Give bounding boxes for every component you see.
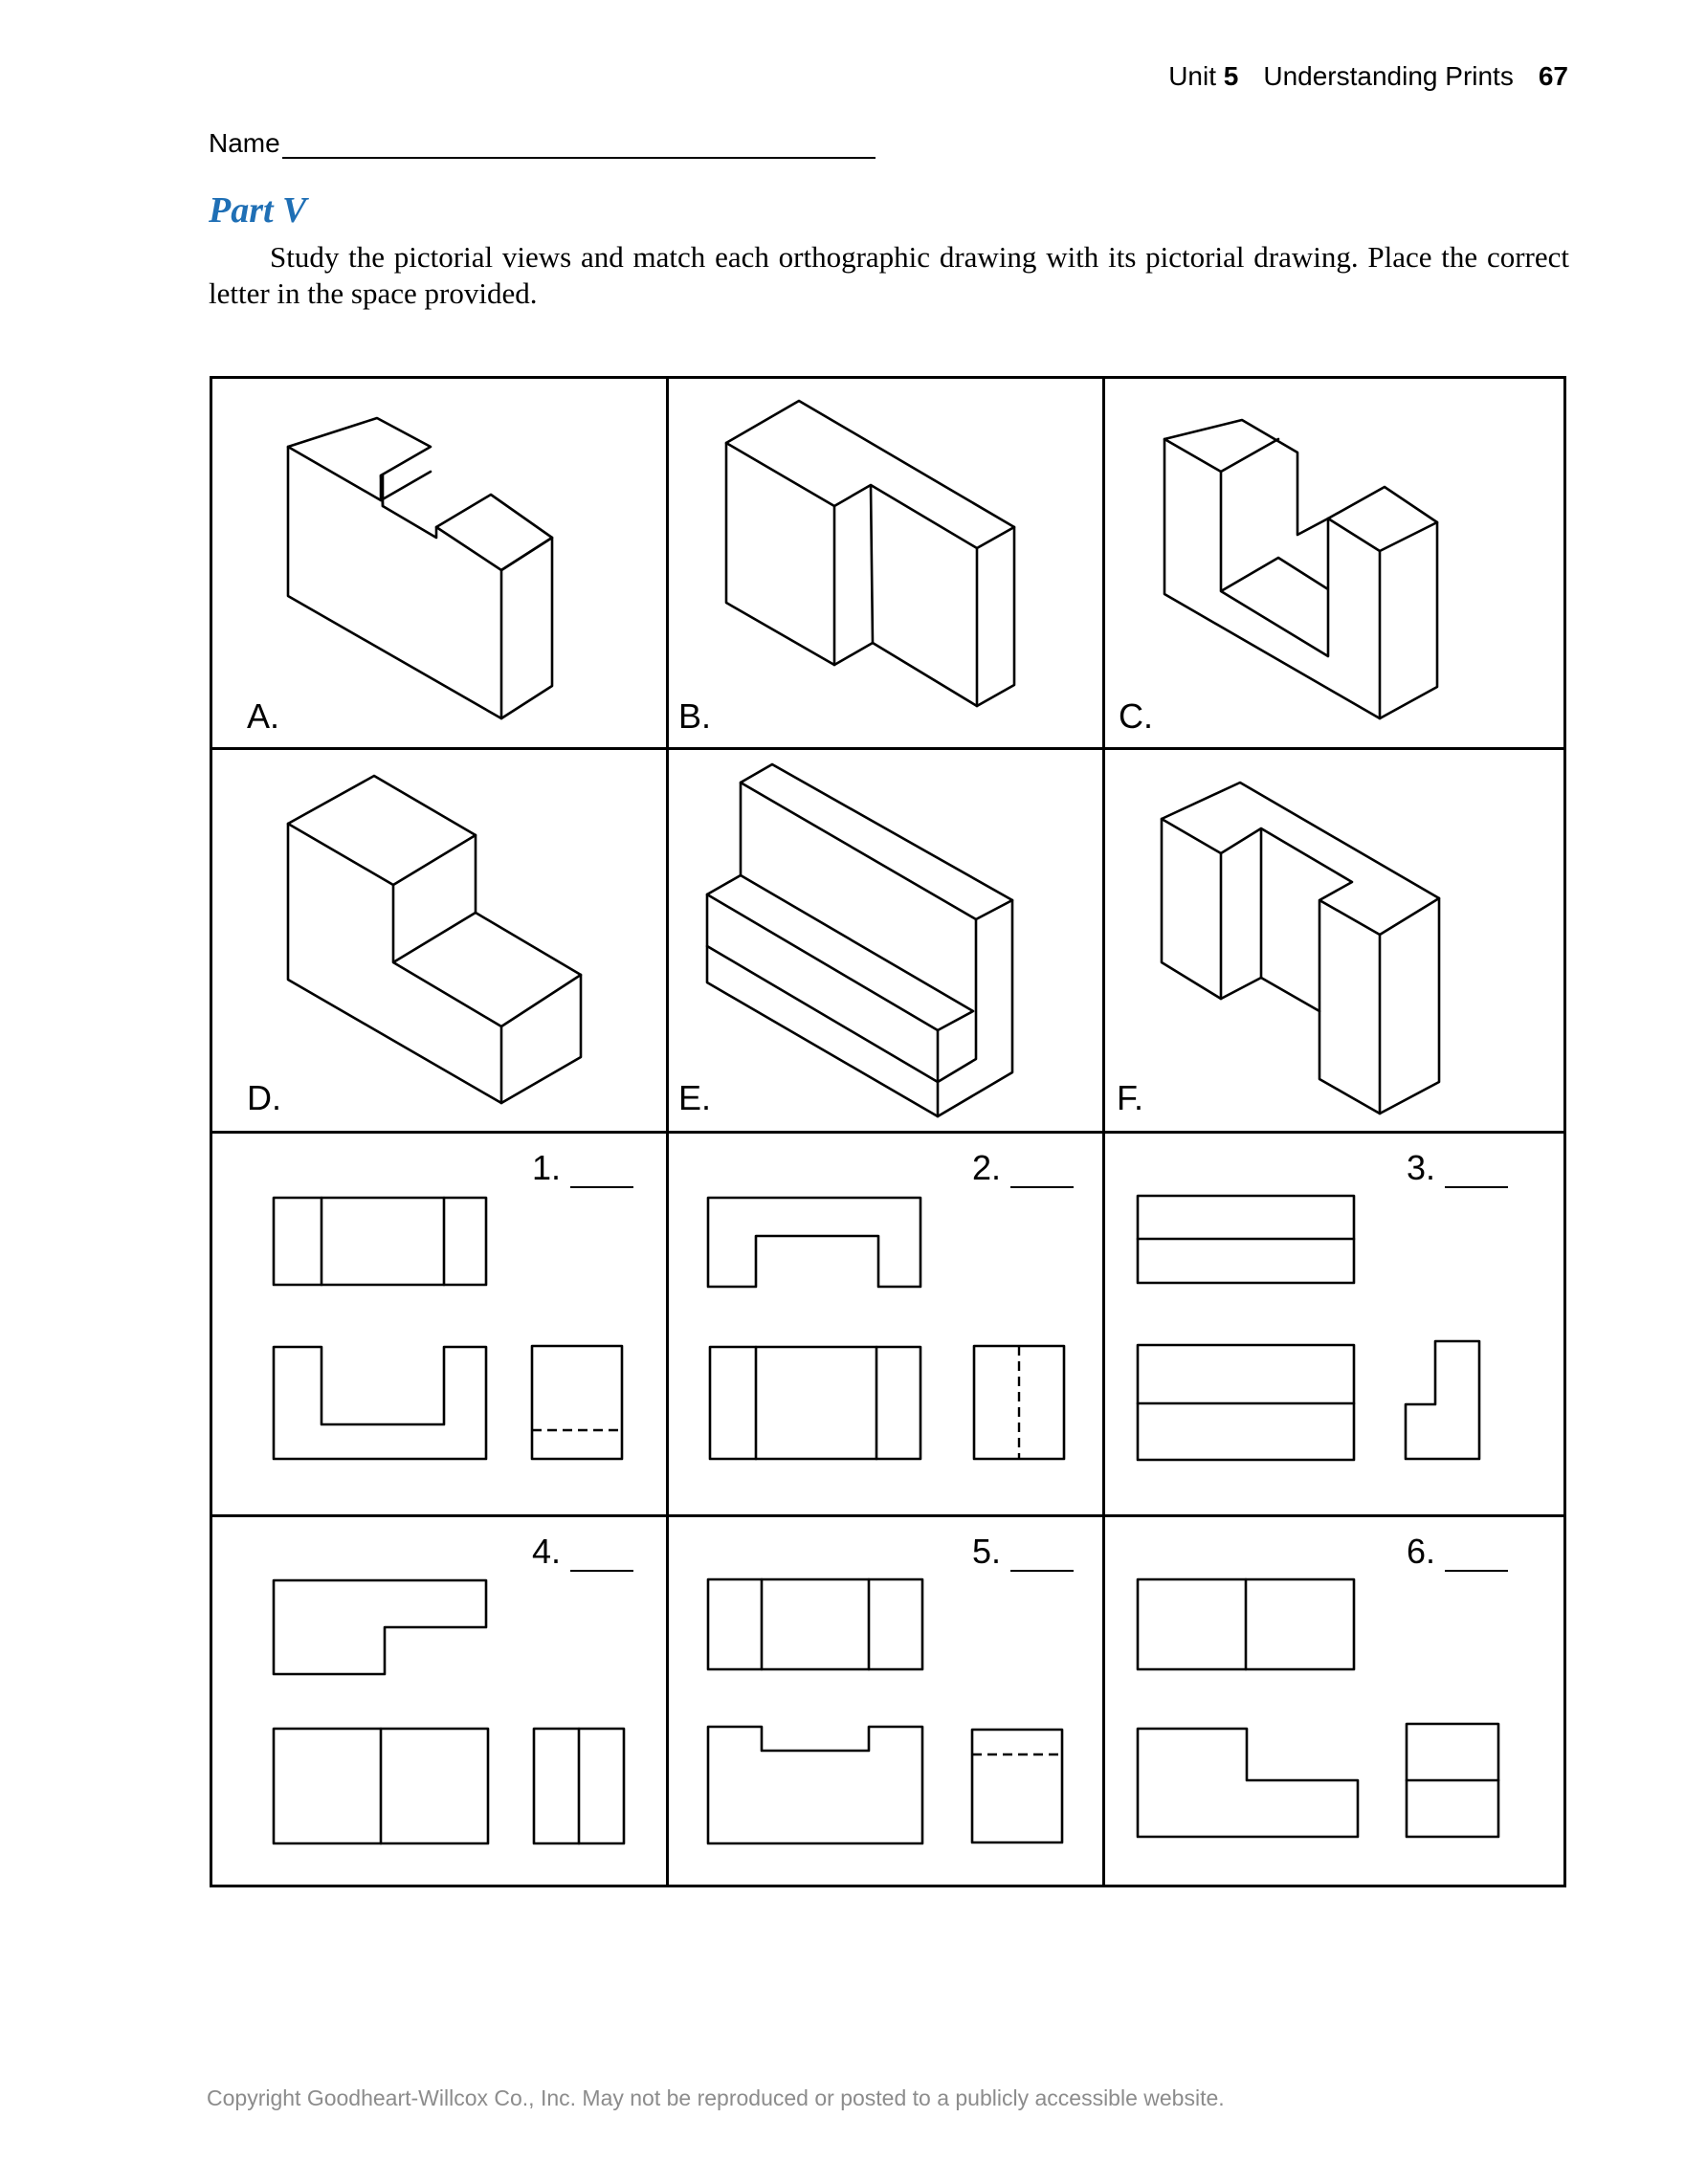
orthographic-5-number: 5. (972, 1532, 1074, 1572)
unit-number: 5 (1223, 61, 1239, 91)
orthographic-3-cell (1102, 1131, 1566, 1514)
orthographic-2-number: 2. (972, 1148, 1074, 1188)
orthographic-5-drawing (666, 1514, 1102, 1887)
pictorial-a-cell (212, 379, 666, 747)
pictorial-d-label: D. (247, 1078, 281, 1117)
page-header (1168, 61, 1568, 92)
unit-title: Understanding Prints (1263, 61, 1514, 91)
orthographic-4-number: 4. (532, 1532, 633, 1572)
pictorial-f-drawing (1102, 747, 1566, 1131)
orthographic-1-number: 1. (532, 1148, 633, 1188)
name-field (209, 128, 876, 159)
orthographic-4-drawing (212, 1514, 666, 1887)
orthographic-5-cell (666, 1514, 1102, 1887)
orthographic-6-number: 6. (1407, 1532, 1508, 1572)
instructions: Study the pictorial views and match each orthographic drawing with its pictorial drawing. Place the correct letter in the space provided. (209, 240, 1569, 310)
pictorial-d-drawing (212, 747, 666, 1131)
pictorial-f-label: F. (1117, 1078, 1144, 1117)
pictorial-e-label: E. (678, 1078, 712, 1117)
pictorial-f-cell (1102, 747, 1566, 1131)
name-label: Name (209, 128, 280, 158)
pictorial-d-cell (212, 747, 666, 1131)
pictorial-e-cell (666, 747, 1102, 1131)
part-title: Part V (209, 190, 307, 231)
pictorial-b-cell (666, 379, 1102, 747)
pictorial-c-drawing (1102, 379, 1566, 747)
orthographic-4-cell (212, 1514, 666, 1887)
pictorial-e-drawing (666, 747, 1102, 1131)
pictorial-b-label: B. (678, 696, 712, 736)
copyright-footer: Copyright Goodheart-Willcox Co., Inc. May not be reproduced or posted to a publicly accessible website. (207, 2085, 1225, 2110)
pictorial-c-cell (1102, 379, 1566, 747)
pictorial-a-drawing (212, 379, 666, 747)
orthographic-1-drawing (212, 1131, 666, 1514)
pictorial-c-label: C. (1119, 696, 1153, 736)
pictorial-a-label: A. (247, 696, 280, 736)
orthographic-2-cell (666, 1131, 1102, 1514)
name-line[interactable] (282, 134, 876, 159)
exercise-grid (210, 376, 1566, 1887)
orthographic-3-drawing (1102, 1131, 1566, 1514)
orthographic-6-drawing (1102, 1514, 1566, 1887)
orthographic-1-cell (212, 1131, 666, 1514)
orthographic-6-cell (1102, 1514, 1566, 1887)
page-number: 67 (1538, 61, 1568, 91)
orthographic-2-drawing (666, 1131, 1102, 1514)
unit-word: Unit (1168, 61, 1216, 91)
pictorial-b-drawing (666, 379, 1102, 747)
orthographic-3-number: 3. (1407, 1148, 1508, 1188)
